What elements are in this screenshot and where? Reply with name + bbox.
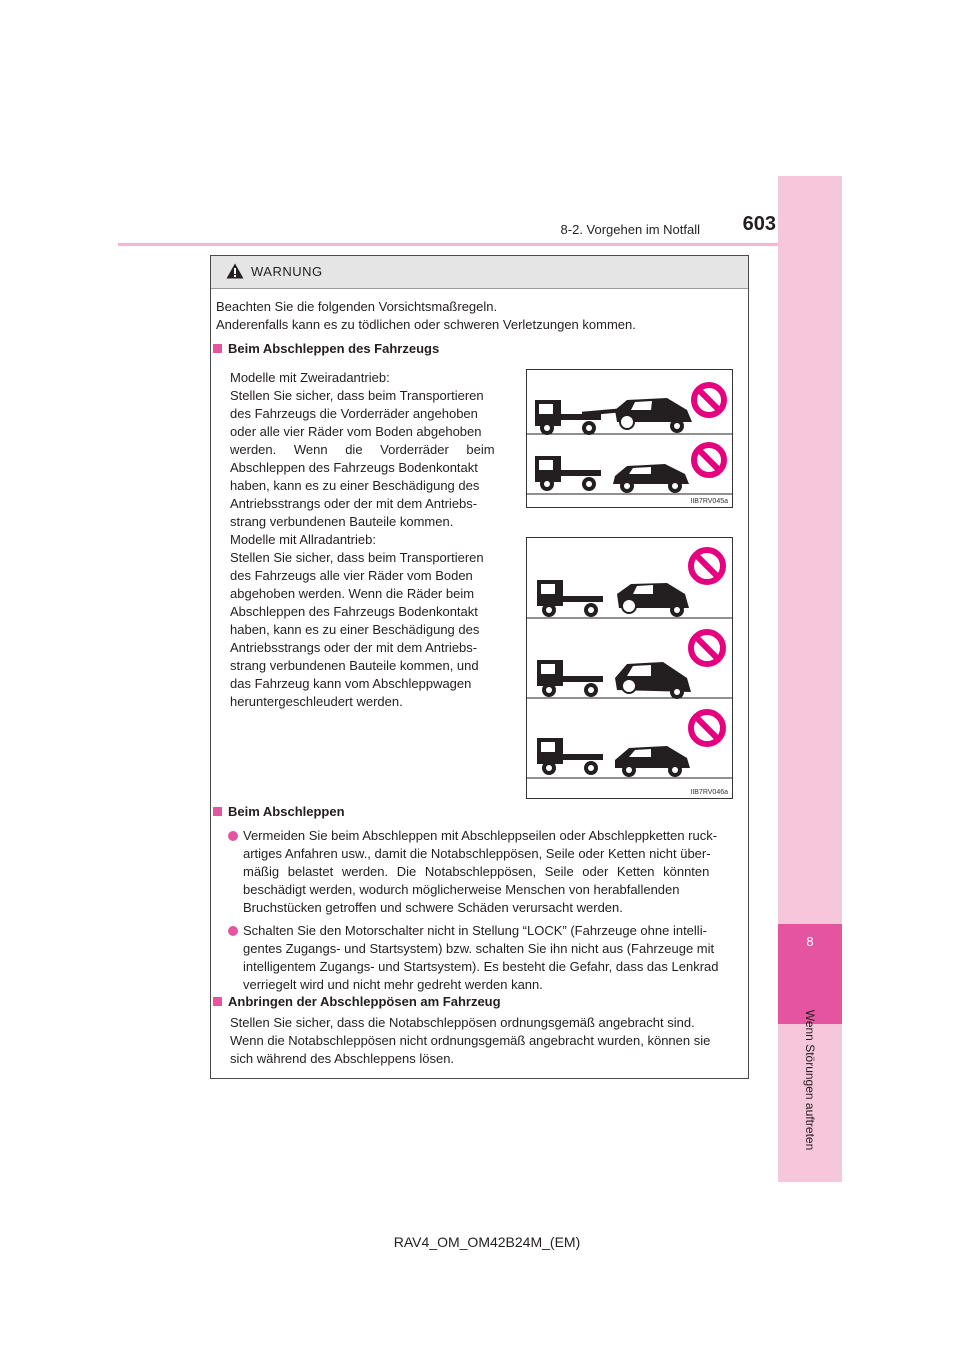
text-line: Abschleppen des Fahrzeugs Bodenkontakt <box>230 604 478 619</box>
figure-awd-towing <box>526 537 733 799</box>
bullet-text <box>243 922 742 994</box>
text-line: sich während des Abschleppens lösen. <box>230 1051 455 1066</box>
text-line: intelligentem Zugangs- und Startsystem). Es besteht die Gefahr, dass das Lenkrad <box>243 959 719 974</box>
text-line: verriegelt wird und nicht mehr gedreht werden kann. <box>243 977 543 992</box>
section-title: 8-2. Vorgehen im Notfall <box>560 222 700 237</box>
square-bullet-icon <box>213 997 222 1006</box>
model-code-footer: RAV4_OM_OM42B24M_(EM) <box>393 1234 581 1250</box>
text-line: das Fahrzeug kann vom Abschleppwagen <box>230 676 472 691</box>
section-heading: Anbringen der Abschleppösen am Fahrzeug <box>213 993 501 1011</box>
text-line: haben, kann es zu einer Beschädigung des <box>230 478 480 493</box>
text-line: werden. Wenn die Vorderräder beim <box>230 442 495 457</box>
text-line: des Fahrzeugs die Vorderräder angehoben <box>230 406 478 421</box>
intro-line: Anderenfalls kann es zu tödlichen oder schweren Verletzungen kommen. <box>216 317 636 332</box>
figure-code: IIB7RV045a <box>690 498 728 505</box>
two-wheel-drive-text <box>230 369 505 531</box>
text-line: beschädigt werden, wodurch möglicherweise Menschen von herabfallenden <box>243 882 680 897</box>
text-line: Schalten Sie den Motorschalter nicht in Stellung “LOCK” (Fahrzeuge ohne intelli- <box>243 923 707 938</box>
section-heading: Beim Abschleppen <box>213 803 345 821</box>
figure-code: IIB7RV046a <box>690 789 728 796</box>
text-line: Modelle mit Allradantrieb: <box>230 532 376 547</box>
text-line: Abschleppen des Fahrzeugs Bodenkontakt <box>230 460 478 475</box>
text-line: strang verbundenen Bauteile kommen, und <box>230 658 479 673</box>
round-bullet-icon <box>228 926 238 936</box>
round-bullet-icon <box>228 831 238 841</box>
text-line: heruntergeschleudert werden. <box>230 694 403 709</box>
page-number: 603 <box>742 213 776 235</box>
tow-truck-front-lifted <box>527 580 732 618</box>
text-line: Bruchstücken getroffen und schwere Schäden verursacht werden. <box>243 900 623 915</box>
figure-2wd-towing <box>526 369 733 508</box>
text-line: Stellen Sie sicher, dass beim Transportieren <box>230 388 484 403</box>
text-line: Stellen Sie sicher, dass die Notabschleppösen ordnungsgemäß angebracht sind. <box>230 1015 695 1030</box>
warning-title: WARNUNG <box>251 264 323 279</box>
text-line: des Fahrzeugs alle vier Räder vom Boden <box>230 568 473 583</box>
text-line: gentes Zugangs- und Startsystem) bzw. schalten Sie ihn nicht aus (Fahrzeuge mit <box>243 941 715 956</box>
text-line: mäßig belastet werden. Die Notabschleppösen, Seile oder Ketten könnten <box>243 864 710 879</box>
header-rule <box>118 243 778 246</box>
text-line: Stellen Sie sicher, dass beim Transportieren <box>230 550 484 565</box>
chapter-title-vertical <box>778 980 842 1180</box>
section-text <box>230 1014 742 1068</box>
square-bullet-icon <box>213 344 222 353</box>
prohibition-icon <box>694 385 724 415</box>
chapter-title: Wenn Störungen auftreten <box>803 1009 817 1151</box>
warning-triangle-icon <box>226 263 244 279</box>
bullet-text <box>243 827 742 917</box>
prohibition-icon <box>691 712 723 744</box>
tow-truck-front-lifted <box>527 398 732 435</box>
square-bullet-icon <box>213 807 222 816</box>
towing-illustration <box>527 538 732 798</box>
chapter-number: 8 <box>806 934 814 949</box>
text-line: abgehoben werden. Wenn die Räder beim <box>230 586 475 601</box>
section-heading: Beim Abschleppen des Fahrzeugs <box>213 340 439 358</box>
towing-illustration <box>527 370 732 507</box>
warning-intro <box>216 298 736 334</box>
all-wheel-drive-text <box>230 531 505 711</box>
text-line: Antriebsstrangs oder der mit dem Antriebs- <box>230 640 478 655</box>
prohibition-icon <box>691 550 723 582</box>
text-line: Antriebsstrangs oder der mit dem Antriebs- <box>230 496 478 511</box>
prohibition-icon <box>694 445 724 475</box>
text-line: Wenn die Notabschleppösen nicht ordnungsgemäß angebracht wurden, können sie <box>230 1033 711 1048</box>
text-line: oder alle vier Räder vom Boden abgehoben <box>230 424 482 439</box>
text-line: Modelle mit Zweiradantrieb: <box>230 370 390 385</box>
text-line: Vermeiden Sie beim Abschleppen mit Abschleppseilen oder Abschleppketten ruck- <box>243 828 718 843</box>
prohibition-icon <box>691 632 723 664</box>
text-line: artiges Anfahren usw., damit die Notabschleppösen, Seile oder Ketten nicht über- <box>243 846 711 861</box>
text-line: haben, kann es zu einer Beschädigung des <box>230 622 480 637</box>
text-line: strang verbundenen Bauteile kommen. <box>230 514 454 529</box>
intro-line: Beachten Sie die folgenden Vorsichtsmaßregeln. <box>216 299 498 314</box>
